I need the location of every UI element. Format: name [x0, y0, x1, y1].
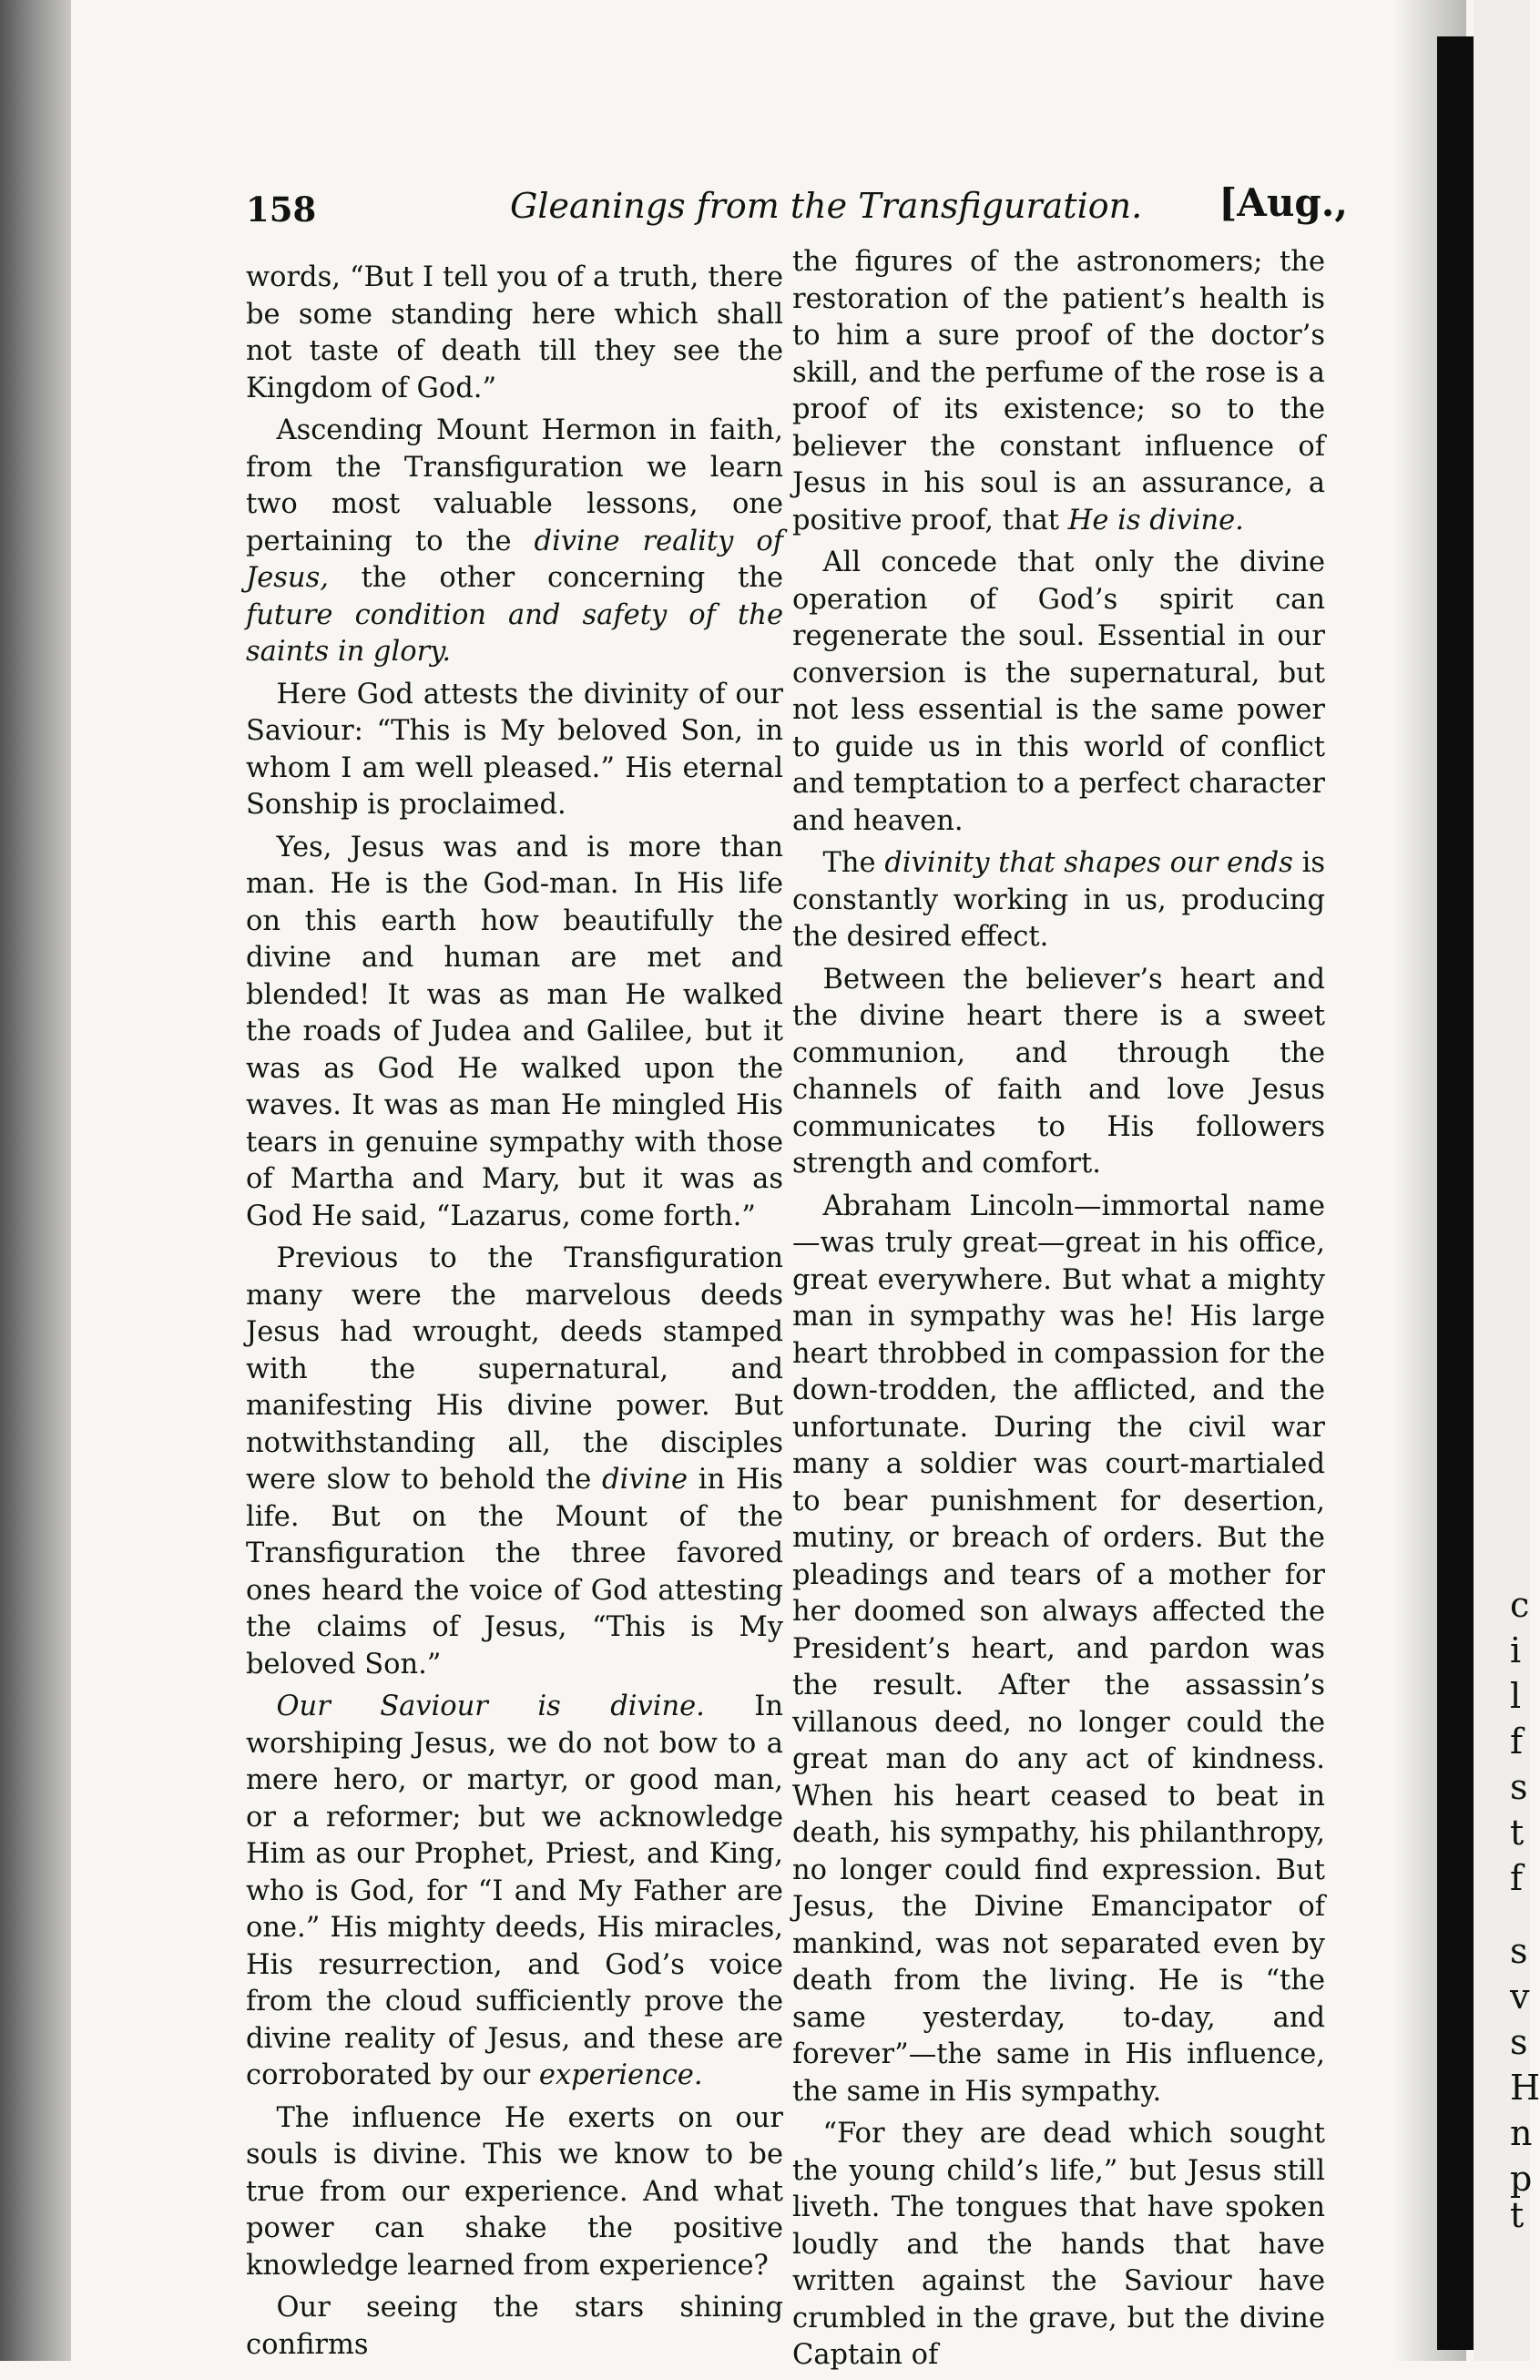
next-page-letter: v [1510, 1977, 1530, 2017]
paragraph: the figures of the astronomers; the restoration of the patient’s health is to him a sure proof of the doctor’s skill, and the perfume of the rose is a proof of its existence; so to the believer the constant influence of Jesus in his soul is an assurance, a positive proof, that He is divine. [792, 246, 1325, 536]
paragraph: Our Saviour is divine. In worshiping Jesus, we do not bow to a mere hero, or martyr, or good man, or a reformer; but we acknowledge Him as our Prophet, Priest, and King, who is God, for “I and My Father are one.” His mighty deeds, His miracles, His resurrection, and God’s voice from the cloud sufficiently prove the divine reality of Jesus, and these are corroborated by our experience. [246, 1691, 783, 2091]
next-page-letter: H [1510, 2068, 1540, 2108]
paragraph: Yes, Jesus was and is more than man. He is the God-man. In His life on this earth how beautifully the divine and human are met and blended! It was as man He walked the roads of Judea and Galilee, but it was as God He walked upon the waves. It was as man He mingled His tears in genuine sympathy with those of Martha and Mary, but it was as God He said, “Lazarus, come forth.” [246, 831, 783, 1232]
next-page-letter: p [1510, 2159, 1533, 2199]
next-page-letter: f [1510, 1858, 1524, 1898]
running-title: Gleanings from the Transfiguration. [510, 186, 1143, 226]
left-column [246, 260, 783, 2369]
book-spine-shadow [0, 0, 71, 2361]
next-page-edge [1474, 0, 1540, 2361]
paragraph: Between the believer’s heart and the divine heart there is a sweet communion, and through the channels of faith and love Jesus communicates to His followers strength and comfort. [792, 963, 1325, 1180]
next-page-letter: c [1510, 1585, 1530, 1625]
running-date: [Aug., [1219, 180, 1348, 225]
page-number: 158 [246, 189, 317, 230]
right-column [792, 244, 1325, 2380]
next-page-letter: l [1510, 1676, 1522, 1716]
paragraph: Ascending Mount Hermon in faith, from the Transfiguration we learn two most valuable lessons, one pertaining to the divine reality of Jesus, the other concerning the future condition and safety of the saints in glory. [246, 414, 783, 668]
next-page-letter: n [1510, 2113, 1533, 2153]
paragraph: words, “But I tell you of a truth, there be some standing here which shall not taste of death till they see the Kingdom of God.” [246, 261, 783, 404]
paragraph: Abraham Lincoln—immortal name—was truly great—great in his office, great everywhere. But what a mighty man in sympathy was he! His large heart throbbed in compassion for the down-trodden, the afflicted, and the unfortunate. During the civil war many a soldier was court-martialed to bear punishment for desertion, mutiny, or breach of orders. But the pleadings and tears of a mother for her doomed son always affected the President’s heart, and pardon was the result. After the assassin’s villanous deed, no longer could the great man do any act of kindness. When his heart ceased to beat in death, his sympathy, his philanthropy, no longer could find expression. But Jesus, the Divine Emancipator of mankind, was not separated even by death from the living. He is “the same yesterday, to-day, and forever”—the same in His influence, the same in His sympathy. [792, 1190, 1325, 2108]
next-page-letter: s [1510, 2022, 1528, 2062]
next-page-letter: f [1510, 1721, 1524, 1762]
next-page-letter: s [1510, 1931, 1528, 1971]
paragraph: Previous to the Transfiguration many were the marvelous deeds Jesus had wrought, deeds stamped with the supernatural, and manifesting His divine power. But notwithstanding all, the disciples were slow to behold the divine in His life. But on the Mount of the Transfiguration the three favored ones heard the voice of God attesting the claims of Jesus, “This is My beloved Son.” [246, 1242, 783, 1680]
page-header [246, 173, 1348, 237]
paragraph: Our seeing the stars shining confirms [246, 2292, 783, 2361]
next-page-letter: t [1510, 2195, 1525, 2235]
next-page-letter: s [1510, 1767, 1528, 1807]
next-page-letter: i [1510, 1630, 1522, 1670]
paragraph: Here God attests the divinity of our Saviour: “This is My beloved Son, in whom I am well pleased.” His eternal Sonship is proclaimed. [246, 678, 783, 821]
next-page-letter: t [1510, 1813, 1525, 1853]
paragraph: The influence He exerts on our souls is divine. This we know to be true from our experience. And what power can shake the positive knowledge learned from experience? [246, 2101, 783, 2282]
book-gutter [1437, 36, 1474, 2350]
paragraph: The divinity that shapes our ends is constantly working in us, producing the desired effect. [792, 847, 1325, 953]
paragraph: All concede that only the divine operation of God’s spirit can regenerate the soul. Essential in our conversion is the supernatural, but not less essential is the same power to guide us in this world of conflict and temptation to a perfect character and heaven. [792, 546, 1325, 837]
paragraph: “For they are dead which sought the young child’s life,” but Jesus still liveth. The tongues that have spoken loudly and the hands that have written against the Saviour have crumbled in the grave, but the divine Captain of [792, 2118, 1325, 2371]
